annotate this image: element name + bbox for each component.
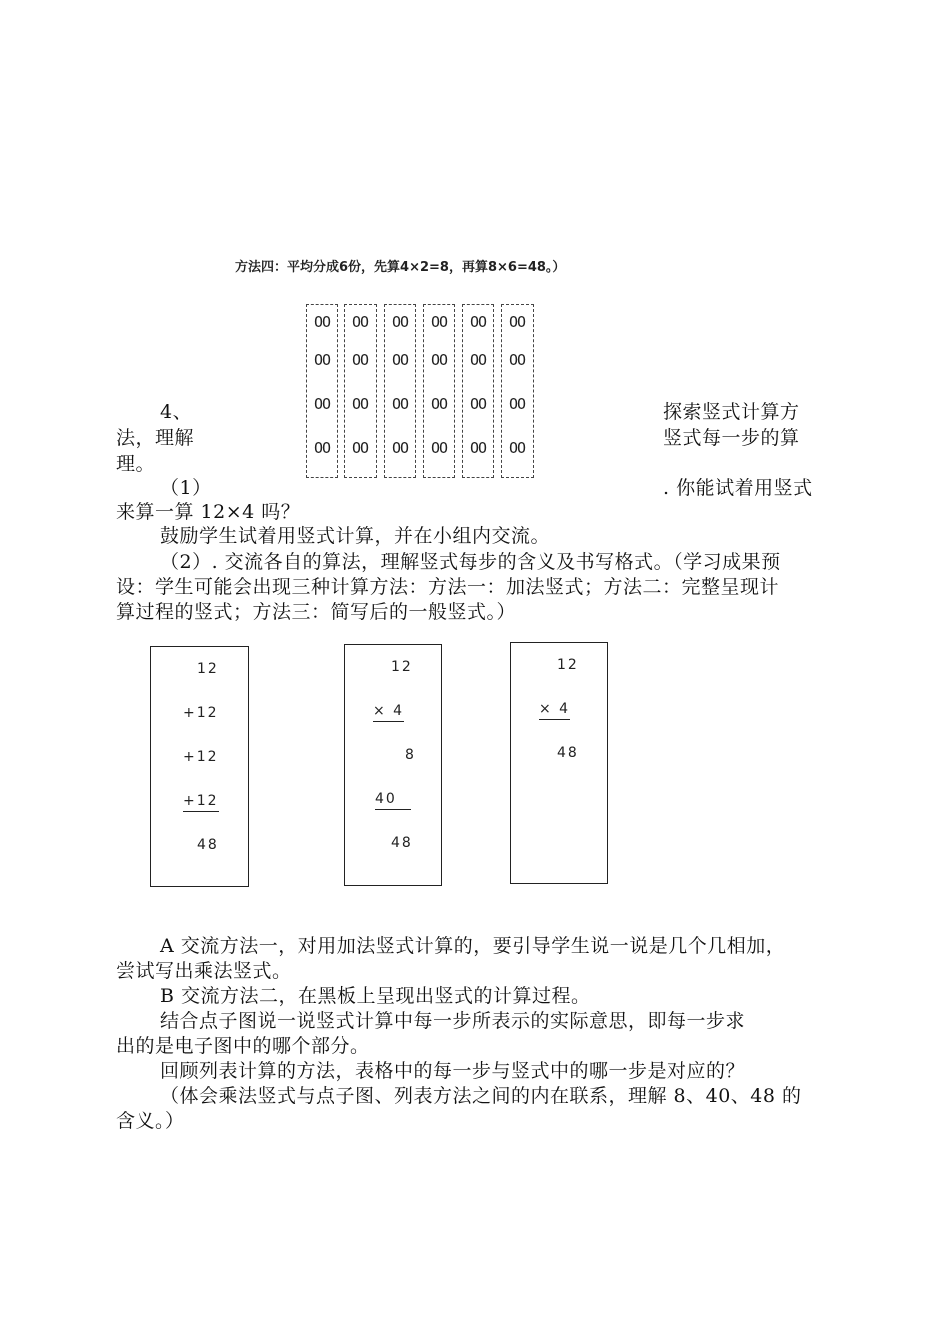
calc-box-method3: [510, 642, 608, 884]
paragraph-encourage: 鼓励学生试着用竖式计算，并在小组内交流。: [160, 525, 551, 547]
paragraph-c-line2: 出的是电子图中的哪个部分。: [116, 1035, 370, 1057]
section-line3-left: 理。: [116, 453, 156, 475]
calc-line: 12: [391, 659, 413, 675]
question1-continuation: 来算一算 12×4 吗？: [116, 501, 301, 523]
dot-group: [423, 304, 455, 478]
dot-pair: OO: [469, 439, 487, 457]
section-number: 4、: [160, 401, 193, 423]
paragraph-2-line1: （2）. 交流各自的算法，理解竖式每步的含义及书写格式。（学习成果预: [160, 551, 781, 573]
calc-line: 48: [557, 745, 579, 761]
calc-line: × 4: [373, 703, 404, 722]
dot-group: [384, 304, 416, 478]
calc-line: 8: [405, 747, 416, 763]
calc-box-method2: [344, 644, 442, 886]
paragraph-e-line2: 含义。）: [116, 1110, 185, 1132]
dot-group: [306, 304, 338, 478]
paragraph-2-line2: 设：学生可能会出现三种计算方法：方法一：加法竖式；方法二：完整呈现计: [116, 576, 780, 598]
dot-pair: OO: [351, 439, 369, 457]
dot-pair: OO: [391, 395, 409, 413]
calc-line: 12: [557, 657, 579, 673]
dot-pair: OO: [469, 351, 487, 369]
method4-caption: 方法四：平均分成6份，先算4×2=8，再算8×6=48。）: [235, 260, 566, 275]
paragraph-a-line2: 尝试写出乘法竖式。: [116, 960, 292, 982]
section-line2-left: 法，理解: [116, 427, 195, 449]
dot-pair: OO: [391, 439, 409, 457]
dot-pair: OO: [391, 351, 409, 369]
dot-group: [462, 304, 494, 478]
dot-pair: OO: [508, 313, 526, 331]
calc-line: +12: [183, 793, 219, 812]
question1-right: . 你能试着用竖式: [663, 477, 813, 499]
calc-line: × 4: [539, 701, 570, 720]
dot-group: [344, 304, 377, 478]
dot-pair: OO: [391, 313, 409, 331]
dot-pair: OO: [430, 439, 448, 457]
dot-pair: OO: [508, 351, 526, 369]
calc-line: +12: [183, 705, 219, 721]
section-line2-right: 竖式每一步的算: [663, 427, 800, 449]
dot-pair: OO: [313, 395, 331, 413]
paragraph-a-line1: A 交流方法一，对用加法竖式计算的，要引导学生说一说是几个几相加，: [160, 935, 786, 957]
paragraph-b-line1: B 交流方法二，在黑板上呈现出竖式的计算过程。: [160, 985, 591, 1007]
calc-line: +12: [183, 749, 219, 765]
dot-pair: OO: [351, 351, 369, 369]
dot-pair: OO: [313, 313, 331, 331]
question1-number: （1）: [160, 477, 212, 499]
dot-pair: OO: [469, 395, 487, 413]
dot-pair: OO: [351, 313, 369, 331]
dot-pair: OO: [508, 439, 526, 457]
calc-box-method1: [150, 646, 249, 887]
dot-pair: OO: [430, 351, 448, 369]
dot-pair: OO: [313, 439, 331, 457]
dot-pair: OO: [430, 313, 448, 331]
calc-line: 12: [197, 661, 219, 677]
paragraph-c-line1: 结合点子图说一说竖式计算中每一步所表示的实际意思，即每一步求: [160, 1010, 746, 1032]
paragraph-2-line3: 算过程的竖式；方法三：简写后的一般竖式。）: [116, 601, 517, 623]
calc-line: 48: [197, 837, 219, 853]
paragraph-d-line1: 回顾列表计算的方法，表格中的每一步与竖式中的哪一步是对应的？: [160, 1060, 746, 1082]
dot-pair: OO: [351, 395, 369, 413]
section-title-right: 探索竖式计算方: [663, 401, 800, 423]
dot-group: [501, 304, 534, 478]
dot-pair: OO: [508, 395, 526, 413]
dot-pair: OO: [469, 313, 487, 331]
paragraph-e-line1: （体会乘法竖式与点子图、列表方法之间的内在联系，理解 8、40、48 的: [160, 1085, 802, 1107]
calc-line: 40: [375, 791, 411, 810]
calc-line: 48: [391, 835, 413, 851]
dot-pair: OO: [430, 395, 448, 413]
dot-pair: OO: [313, 351, 331, 369]
